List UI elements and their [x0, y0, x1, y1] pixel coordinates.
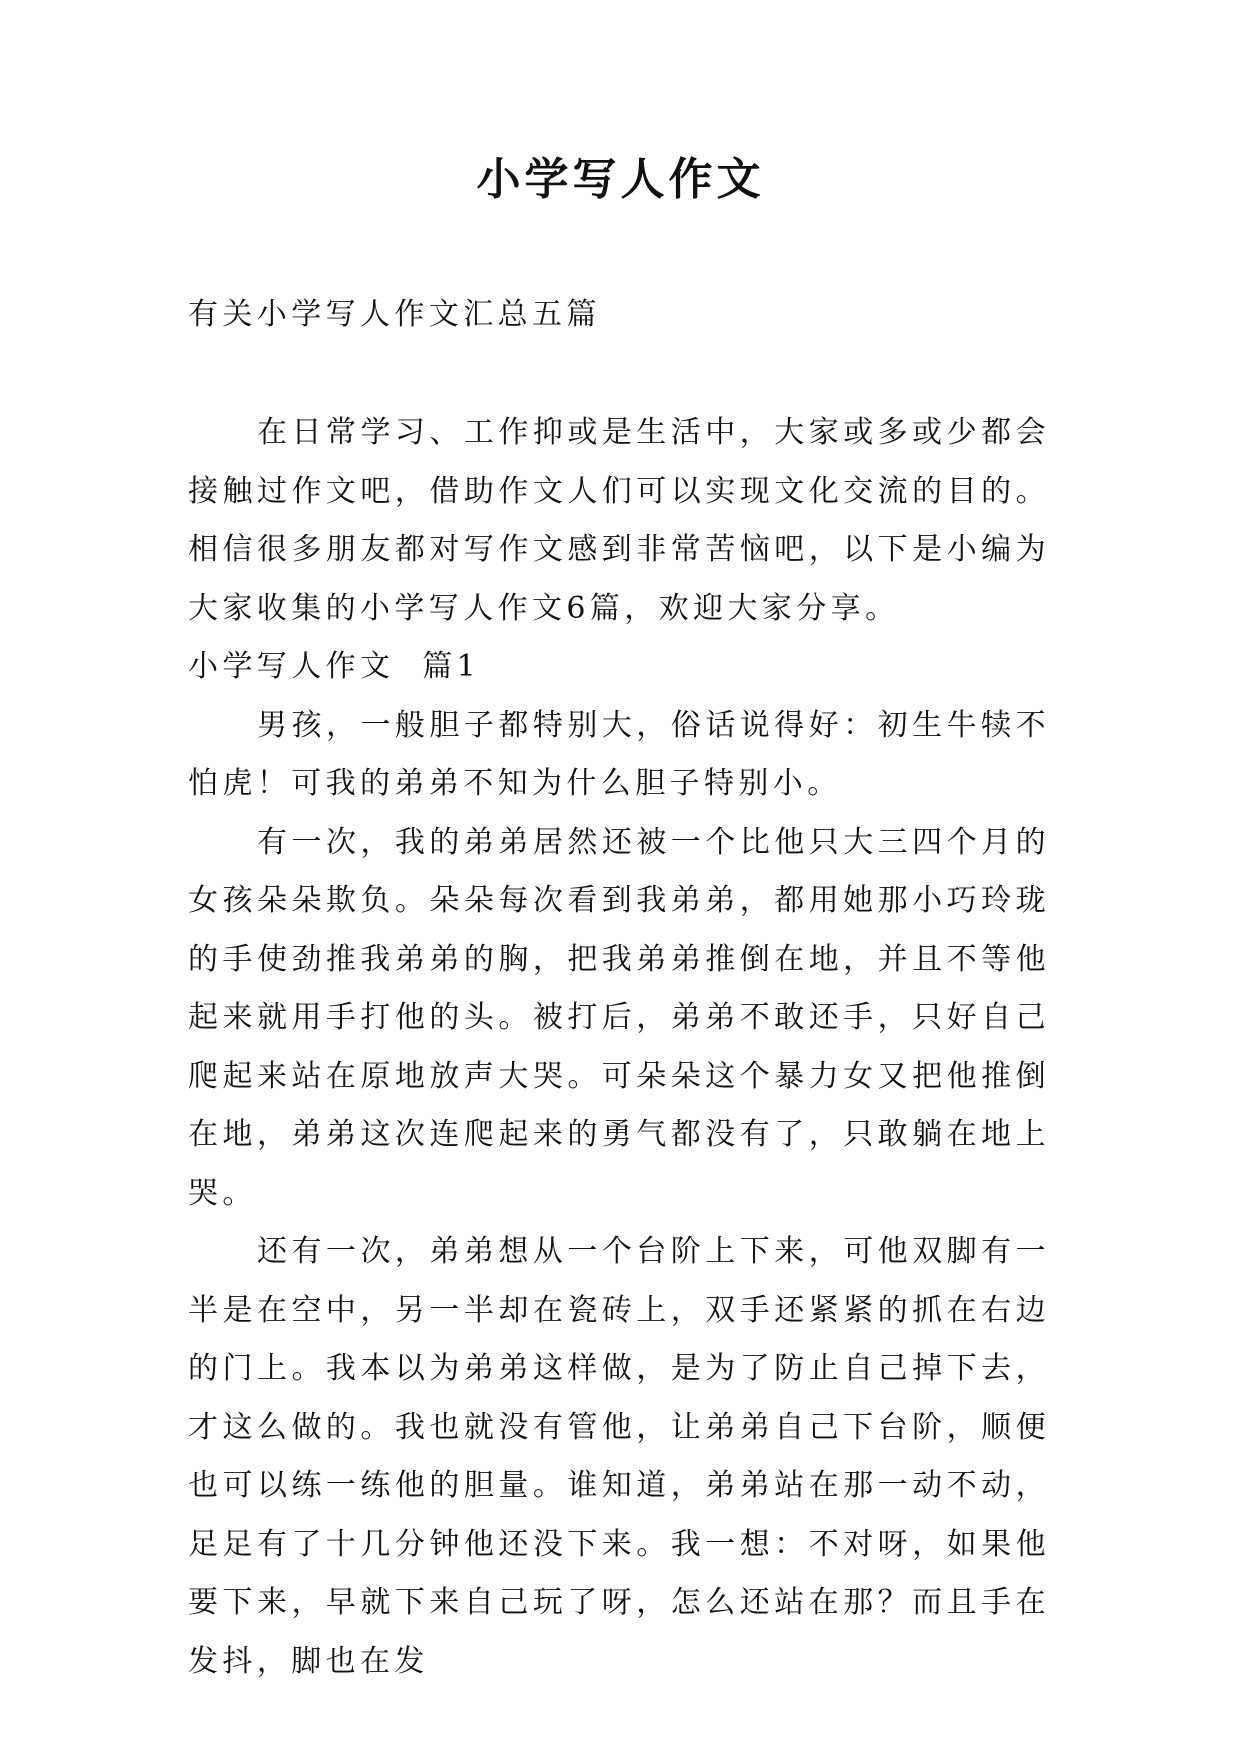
body-paragraph: 有一次，我的弟弟居然还被一个比他只大三四个月的女孩朵朵欺负。朵朵每次看到我弟弟，都用她那小巧玲珑的手使劲推我弟弟的胸，把我弟弟推倒在地，并且不等他起来就用手打他的头。被打后，弟弟不敢还手，只好自己爬起来站在原地放声大哭。可朵朵这个暴力女又把他推倒在地，弟弟这次连爬起来的勇气都没有了，只敢躺在地上哭。: [188, 824, 1050, 1211]
document-subtitle: 有关小学写人作文汇总五篇: [188, 297, 601, 332]
section-heading: 小学写人作文 篇1: [188, 649, 481, 684]
body-paragraph: 男孩，一般胆子都特别大，俗话说得好：初生牛犊不怕虎！可我的弟弟不知为什么胆子特别小。: [188, 707, 1050, 801]
document-body: [188, 286, 1050, 1691]
intro-paragraph: 在日常学习、工作抑或是生活中，大家或多或少都会接触过作文吧，借助作文人们可以实现文化交流的目的。相信很多朋友都对写作文感到非常苦恼吧，以下是小编为大家收集的小学写人作文6篇，欢迎大家分享。: [188, 415, 1050, 626]
document-title: 小学写人作文: [476, 154, 765, 205]
body-paragraph: 还有一次，弟弟想从一个台阶上下来，可他双脚有一半是在空中，另一半却在瓷砖上，双手还紧紧的抓在右边的门上。我本以为弟弟这样做，是为了防止自己掉下去，才这么做的。我也就没有管他，让弟弟自己下台阶，顺便也可以练一练他的胆量。谁知道，弟弟站在那一动不动，足足有了十几分钟他还没下来。我一想：不对呀，如果他要下来，早就下来自己玩了呀，怎么还站在那？而且手在发抖，脚也在发: [188, 1234, 1050, 1679]
